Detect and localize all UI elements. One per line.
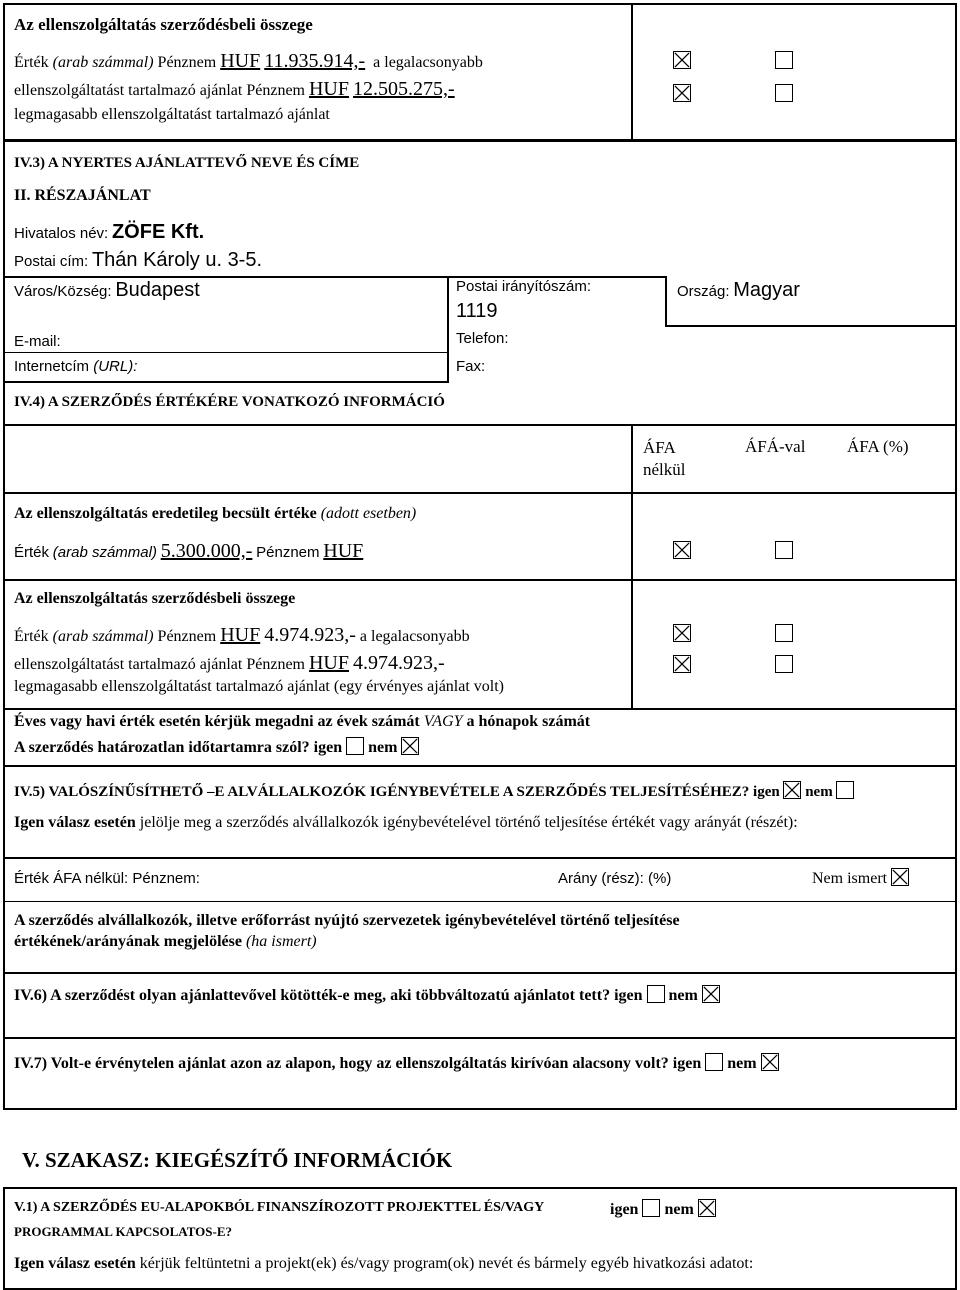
variant-yes-checkbox[interactable] [647, 985, 665, 1003]
section-v-title: V. SZAKASZ: KIEGÉSZÍTŐ INFORMÁCIÓK [22, 1148, 453, 1172]
country-row: Ország: Magyar [677, 279, 800, 301]
top-checkbox-cell [631, 3, 957, 141]
vat-grid-row-2 [3, 579, 957, 581]
subcontractor-share-line-1: A szerződés alvállalkozók, illetve erőforrást nyújtó szervezetek igénybevételével történő teljesítése [14, 912, 680, 929]
contract-sum-line-3: legmagasabb ellenszolgáltatást tartalmazó ajánlat (egy érvényes ajánlat volt) [14, 678, 505, 695]
contract-amount-line-1: Érték (arab számmal) Pénznem HUF 11.935.914,- a legalacsonyabb [14, 50, 483, 72]
subcontractor-yes-instruction: Igen válasz esetén jelölje meg a szerződés alvállalkozók igénybevételével történő teljesítése értékét vagy arányát (részét): [14, 814, 798, 831]
col-vat-percent: ÁFA (%) [847, 437, 909, 456]
vat-grid-divider [631, 424, 633, 709]
divider-iv5 [3, 765, 957, 767]
url-row: Internetcím (URL): [14, 358, 138, 375]
low-price-no-checkbox[interactable] [761, 1053, 779, 1071]
unknown-checkbox[interactable] [891, 868, 909, 886]
vat-grid-header-bottom [3, 492, 957, 494]
x-mark-icon [674, 85, 690, 101]
contract-amount-heading: Az ellenszolgáltatás szerződésbeli összege [14, 15, 313, 34]
ratio-label: Arány (rész): (%) [558, 870, 672, 887]
indefinite-no-checkbox[interactable] [401, 737, 419, 755]
x-mark-icon [674, 52, 690, 68]
winner-heading: IV.3) A NYERTES AJÁNLATTEVŐ NEVE ÉS CÍME [14, 155, 360, 171]
eu-funds-checkboxes: igen nem [610, 1199, 716, 1219]
contract-with-vat-checkbox-1[interactable] [775, 624, 793, 642]
x-mark-icon [674, 625, 690, 641]
value-no-vat-label: Érték ÁFA nélkül: Pénznem: [14, 870, 200, 887]
divider-iv6 [3, 972, 957, 974]
subcontractor-no-checkbox[interactable] [836, 781, 854, 799]
contract-sum-line-2: ellenszolgáltatást tartalmazó ajánlat Pénznem HUF 4.974.923,- [14, 652, 445, 674]
vat-grid-row-3 [3, 708, 957, 710]
contract-amount-line-2: ellenszolgáltatást tartalmazó ajánlat Pénznem HUF 12.505.275,- [14, 78, 455, 100]
indefinite-yes-checkbox[interactable] [346, 737, 364, 755]
x-mark-icon [784, 782, 800, 798]
postal-address-row: Postai cím: Thán Károly u. 3-5. [14, 249, 263, 271]
city-row: Város/Község: Budapest [14, 279, 200, 301]
estimated-no-vat-checkbox[interactable] [673, 541, 691, 559]
contract-amount-line-3: legmagasabb ellenszolgáltatást tartalmazó ajánlat [14, 106, 330, 123]
eu-funds-yes-checkbox[interactable] [642, 1199, 660, 1217]
x-mark-icon [402, 738, 418, 754]
estimated-value-row: Érték (arab számmal) 5.300.000,- Pénznem HUF [14, 540, 364, 562]
vat-grid-top [3, 424, 957, 426]
x-mark-icon [892, 869, 908, 885]
top-with-vat-checkbox-1[interactable] [775, 51, 793, 69]
divider-value-row [3, 857, 957, 859]
low-price-question: IV.7) Volt-e érvénytelen ajánlat azon az alapon, hogy az ellenszolgáltatás kirívóan alacsony volt? igen nem [14, 1053, 779, 1073]
zip-label: Postai irányítószám: [456, 278, 592, 295]
col-no-vat: ÁFA nélkül [643, 438, 686, 479]
contract-no-vat-checkbox-1[interactable] [673, 624, 691, 642]
contract-no-vat-checkbox-2[interactable] [673, 655, 691, 673]
col-with-vat: ÁFÁ-val [745, 437, 806, 456]
contract-sum-line-1: Érték (arab számmal) Pénznem HUF 4.974.923,- a legalacsonyabb [14, 624, 470, 646]
divider-value-row-bottom [3, 901, 957, 902]
address-grid-divider-1 [447, 276, 449, 382]
address-grid-mid [665, 325, 957, 327]
top-with-vat-checkbox-2[interactable] [775, 84, 793, 102]
official-name-row: Hivatalos név: ZÖFE Kft. [14, 221, 205, 243]
x-mark-icon [674, 542, 690, 558]
part-offer-heading: II. RÉSZAJÁNLAT [14, 187, 151, 204]
subcontractor-question: IV.5) VALÓSZÍNŰSÍTHETŐ –E ALVÁLLALKOZÓK IGÉNYBEVÉTELE A SZERZŐDÉS TELJESÍTÉSÉHEZ? igen nem [14, 781, 854, 801]
top-no-vat-checkbox-1[interactable] [673, 51, 691, 69]
variant-no-checkbox[interactable] [702, 985, 720, 1003]
eu-funds-question-line-2: PROGRAMMAL KAPCSOLATOS-E? [14, 1224, 233, 1239]
x-mark-icon [674, 656, 690, 672]
top-no-vat-checkbox-2[interactable] [673, 84, 691, 102]
low-price-yes-checkbox[interactable] [705, 1053, 723, 1071]
contract-value-heading: IV.4) A SZERZŐDÉS ÉRTÉKÉRE VONATKOZÓ INFORMÁCIÓ [14, 394, 445, 410]
divider-iv7 [3, 1037, 957, 1039]
subcontractor-yes-checkbox[interactable] [783, 781, 801, 799]
address-grid-divider-2 [665, 276, 667, 326]
subcontractor-share-line-2: értékének/arányának megjelölése (ha ismert) [14, 933, 317, 950]
eu-funds-yes-instruction: Igen válasz esetén kérjük feltüntetni a projekt(ek) és/vagy program(ok) nevét és bármely egyéb hivatkozási adatot: [14, 1255, 754, 1272]
annual-value-note: Éves vagy havi érték esetén kérjük megadni az évek számát VAGY a hónapok számát [14, 713, 591, 730]
eu-funds-no-checkbox[interactable] [698, 1199, 716, 1217]
estimated-with-vat-checkbox[interactable] [775, 541, 793, 559]
estimated-value-heading: Az ellenszolgáltatás eredetileg becsült értéke (adott esetben) [14, 505, 417, 522]
variant-offer-question: IV.6) A szerződést olyan ajánlattevővel kötötték-e meg, aki többváltozatú ajánlatot tett? igen nem [14, 985, 720, 1005]
x-mark-icon [699, 1200, 715, 1216]
contract-with-vat-checkbox-2[interactable] [775, 655, 793, 673]
contract-sum-heading: Az ellenszolgáltatás szerződésbeli összege [14, 590, 296, 607]
unknown-row: Nem ismert [812, 868, 909, 888]
zip-value: 1119 [456, 300, 498, 322]
fax-label: Fax: [456, 358, 486, 375]
x-mark-icon [703, 986, 719, 1002]
indefinite-term-question: A szerződés határozatlan időtartamra szól? igen nem [14, 737, 419, 757]
address-grid-bottom [3, 381, 449, 383]
email-row-line [3, 352, 449, 353]
phone-label: Telefon: [456, 330, 509, 347]
x-mark-icon [762, 1054, 778, 1070]
email-label: E-mail: [14, 333, 61, 350]
eu-funds-question-line-1: V.1) A SZERZŐDÉS EU-ALAPOKBÓL FINANSZÍROZOTT PROJEKTTEL ÉS/VAGY [14, 1200, 545, 1215]
